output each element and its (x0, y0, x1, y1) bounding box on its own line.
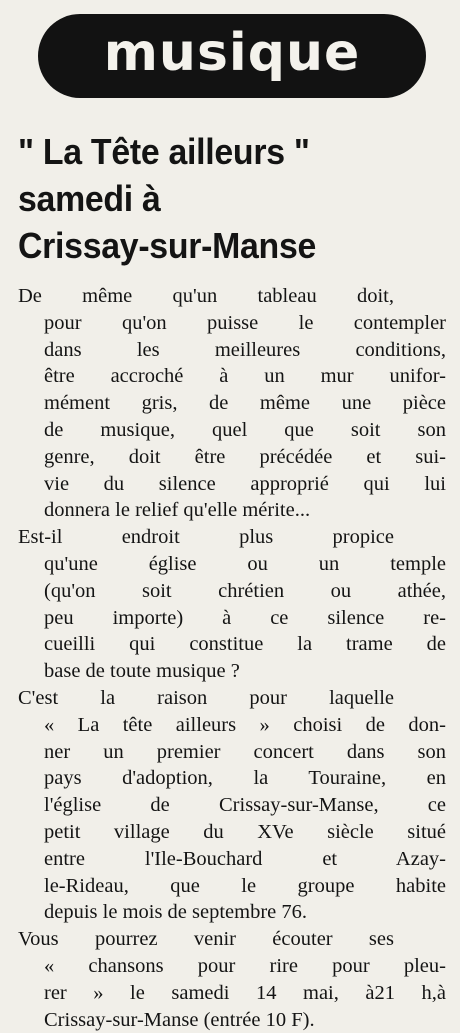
article-line: De même qu'un tableau doit, (18, 285, 394, 307)
article-line: « La tête ailleurs » choisi de don- (44, 713, 446, 736)
headline-line: Crissay-sur-Manse (18, 225, 317, 266)
article-line: pays d'adoption, la Touraine, en (44, 767, 446, 790)
article-line: Crissay-sur-Manse (entrée 10 F). (44, 1008, 315, 1031)
article-headline (18, 128, 441, 269)
article-line: C'est la raison pour laquelle (18, 686, 394, 709)
article-line: vie du silence approprié qui lui (44, 472, 446, 495)
headline-line: samedi à (18, 178, 161, 219)
article-line: qu'une église ou un temple (44, 552, 446, 575)
article-paragraph (18, 926, 446, 1033)
article-paragraph (18, 685, 446, 926)
article-body (18, 283, 446, 1033)
article-line: peu importe) à ce silence re- (44, 606, 446, 629)
rubric-label: musique (38, 14, 426, 98)
article-line: Est-il endroit plus propice (18, 526, 394, 549)
article-line: dans les meilleures conditions, (44, 338, 446, 361)
article-line: « chansons pour rire pour pleu- (44, 954, 446, 977)
article-line: donnera le relief qu'elle mérite... (44, 499, 311, 522)
article-paragraph (18, 283, 446, 524)
article-line: l'église de Crissay-sur-Manse, ce (44, 794, 446, 817)
rubric-banner (18, 14, 446, 98)
headline-line: " La Tête ailleurs " (18, 131, 310, 172)
article-line: base de toute musique ? (44, 660, 240, 683)
article-line: genre, doit être précédée et sui- (44, 445, 446, 468)
article-line: Vous pourrez venir écouter ses (18, 928, 394, 951)
article-line: rer » le samedi 14 mai, à21 h,à (44, 981, 446, 1004)
article-line: petit village du XVe siècle situé (44, 820, 446, 843)
article-line: de musique, quel que soit son (44, 418, 446, 441)
article-line: entre l'Ile-Bouchard et Azay- (44, 847, 446, 870)
article-line: pour qu'on puisse le contempler (44, 311, 446, 334)
article-line: (qu'on soit chrétien ou athée, (44, 579, 446, 602)
article-line: mément gris, de même une pièce (44, 392, 446, 415)
article-line: ner un premier concert dans son (44, 740, 446, 763)
article-line: être accroché à un mur unifor- (44, 365, 446, 388)
article-paragraph (18, 524, 446, 685)
article-line: le-Rideau, que le groupe habite (44, 874, 446, 897)
article-line: depuis le mois de septembre 76. (44, 901, 308, 924)
article-line: cueilli qui constitue la trame de (44, 633, 446, 656)
